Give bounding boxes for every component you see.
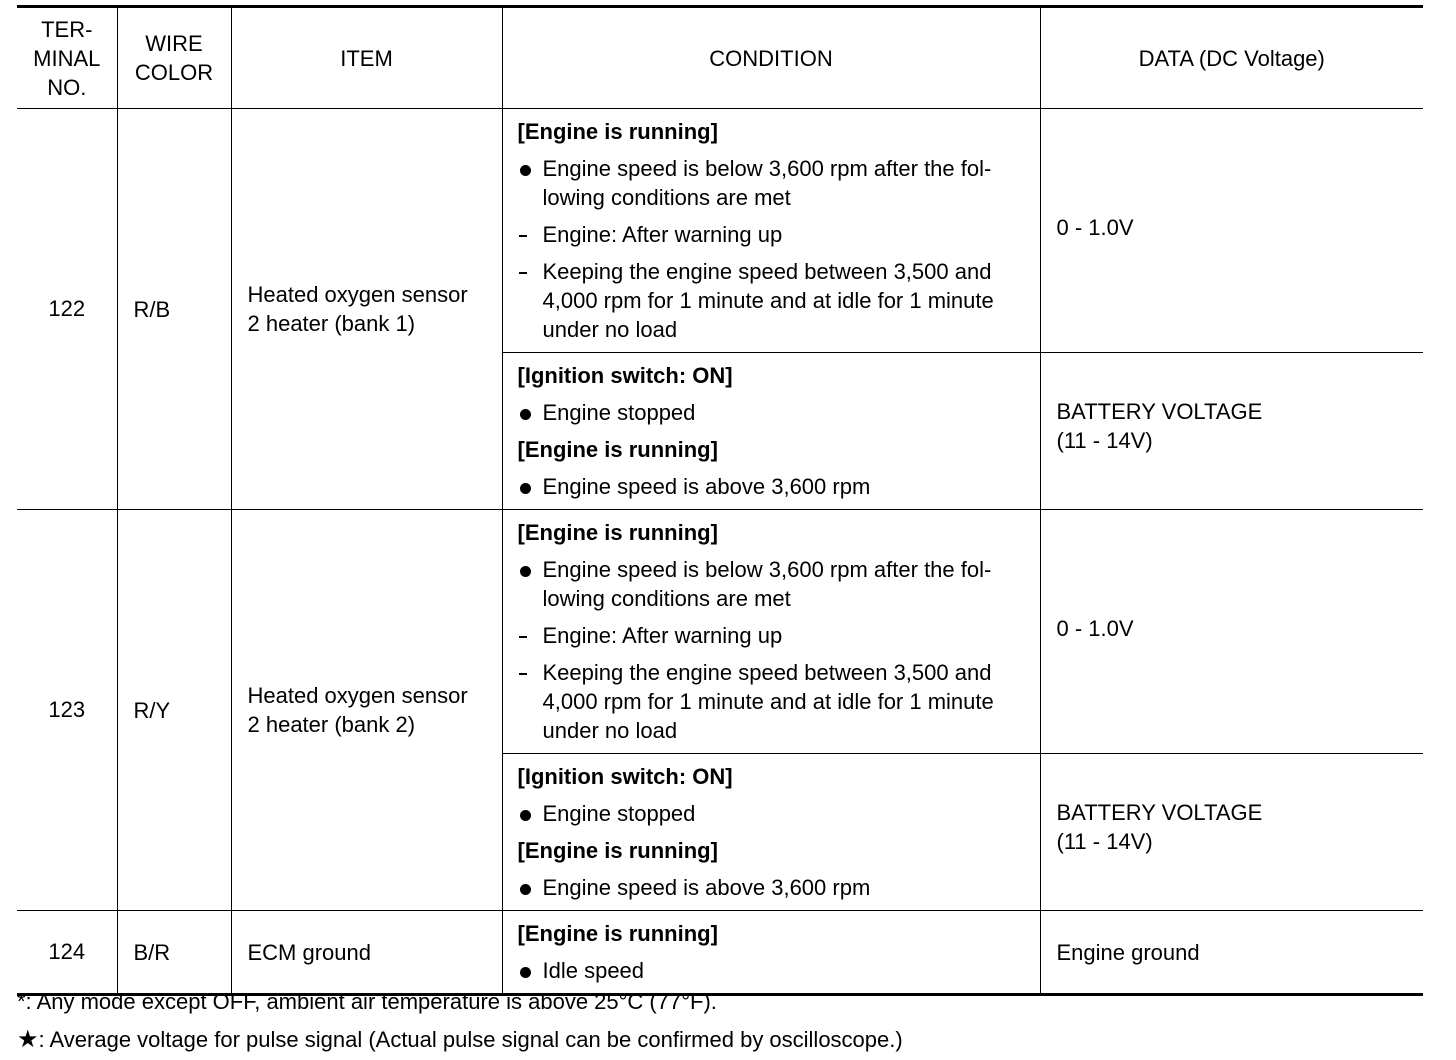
header-item: ITEM	[231, 7, 502, 109]
condition-dash	[518, 658, 1026, 745]
table-row	[17, 911, 1423, 995]
data-value: 0 - 1.0V	[1040, 510, 1423, 754]
condition-dash	[518, 257, 1026, 344]
condition-cell	[502, 754, 1040, 911]
condition-dash	[518, 621, 1026, 650]
data-value: 0 - 1.0V	[1040, 109, 1423, 353]
condition-dash	[518, 220, 1026, 249]
header-data: DATA (DC Voltage)	[1040, 7, 1423, 109]
condition-heading: [Engine is running]	[517, 437, 718, 462]
star-icon: ★	[17, 1026, 39, 1053]
condition-bullet	[518, 873, 1026, 902]
condition-heading: [Engine is running]	[517, 921, 718, 946]
table-row	[17, 510, 1423, 754]
table-row	[17, 109, 1423, 353]
footnote-star-text: : Average voltage for pulse signal (Actual pulse signal can be confirmed by oscilloscope.)	[38, 1027, 903, 1052]
condition-bullet	[518, 472, 1026, 501]
condition-text: Engine speed is below 3,600 rpm after the fol- lowing conditions are met	[542, 156, 992, 210]
condition-cell	[502, 109, 1040, 353]
data-value: BATTERY VOLTAGE (11 - 14V)	[1040, 353, 1423, 510]
condition-text: Idle speed	[542, 958, 645, 983]
condition-heading: [Engine is running]	[517, 838, 718, 863]
condition-text: Engine speed is above 3,600 rpm	[542, 875, 871, 900]
header-row	[17, 7, 1423, 109]
footnote-asterisk: *: Any mode except OFF, ambient air temperature is above 25°C (77°F).	[17, 989, 717, 1014]
header-terminal-no: TER- MINAL NO.	[17, 7, 117, 109]
terminal-number: 122	[17, 109, 117, 510]
item-name: ECM ground	[231, 911, 502, 995]
header-wire-color: WIRE COLOR	[117, 7, 231, 109]
condition-text: Engine speed is above 3,600 rpm	[542, 474, 871, 499]
item-name: Heated oxygen sensor 2 heater (bank 1)	[231, 109, 502, 510]
footnote-star	[17, 1025, 903, 1054]
wire-color: B/R	[117, 911, 231, 995]
condition-cell	[502, 510, 1040, 754]
condition-bullet	[518, 154, 1026, 212]
condition-heading: [Ignition switch: ON]	[517, 363, 733, 388]
terminal-number: 123	[17, 510, 117, 911]
terminal-number: 124	[17, 911, 117, 995]
condition-heading: [Engine is running]	[517, 119, 718, 144]
condition-bullet	[518, 799, 1026, 828]
condition-text: Keeping the engine speed between 3,500 and 4,000 rpm for 1 minute and at idle for 1 minute under no load	[542, 660, 994, 743]
condition-text: Engine speed is below 3,600 rpm after the fol- lowing conditions are met	[542, 557, 992, 611]
data-value: Engine ground	[1040, 911, 1423, 995]
condition-cell	[502, 911, 1040, 995]
item-name: Heated oxygen sensor 2 heater (bank 2)	[231, 510, 502, 911]
condition-bullet	[518, 398, 1026, 427]
condition-cell	[502, 353, 1040, 510]
condition-bullet	[518, 956, 1026, 985]
condition-text: Engine: After warning up	[542, 222, 783, 247]
data-value: BATTERY VOLTAGE (11 - 14V)	[1040, 754, 1423, 911]
ecm-terminal-table	[17, 5, 1423, 996]
wire-color: R/B	[117, 109, 231, 510]
condition-text: Engine stopped	[542, 801, 696, 826]
wire-color: R/Y	[117, 510, 231, 911]
header-condition: CONDITION	[502, 7, 1040, 109]
condition-heading: [Engine is running]	[517, 520, 718, 545]
condition-text: Keeping the engine speed between 3,500 and 4,000 rpm for 1 minute and at idle for 1 minute under no load	[542, 259, 994, 342]
condition-text: Engine stopped	[542, 400, 696, 425]
condition-bullet	[518, 555, 1026, 613]
condition-heading: [Ignition switch: ON]	[517, 764, 733, 789]
condition-text: Engine: After warning up	[542, 623, 783, 648]
